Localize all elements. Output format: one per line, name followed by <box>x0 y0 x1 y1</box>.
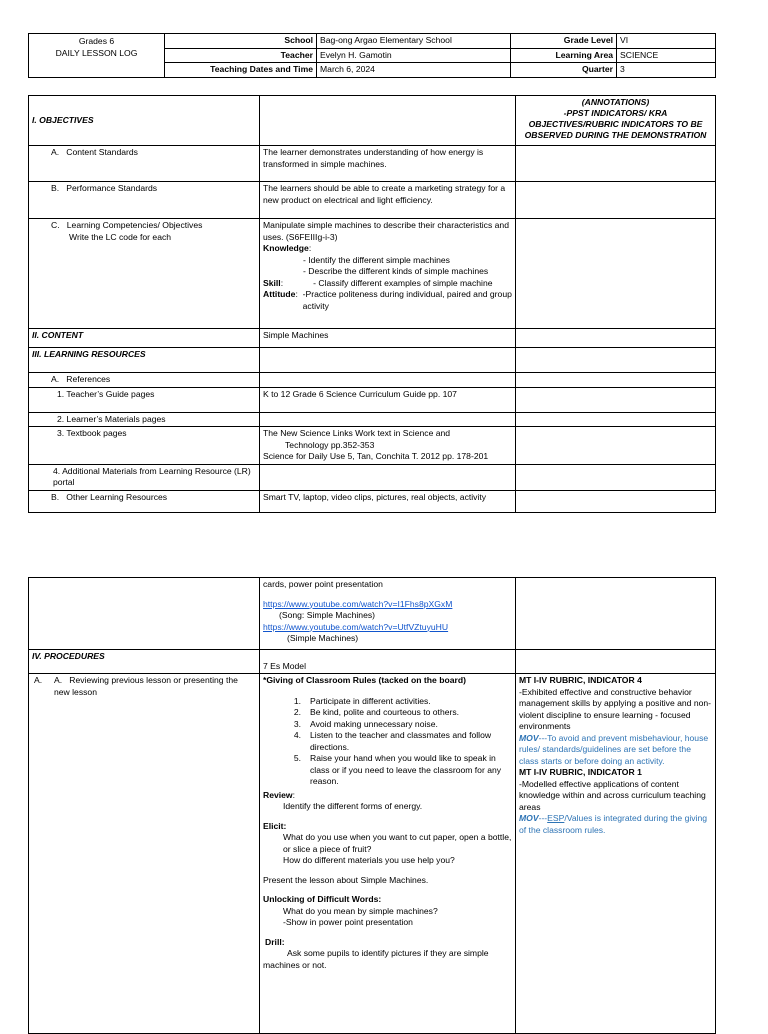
performance-standards-label: B. Performance Standards <box>29 182 260 219</box>
rule-text: Raise your hand when you would like to speak in class or if you need to leave the classroom for any reason. <box>310 753 502 786</box>
teacher-label: Teacher <box>165 48 317 63</box>
rule-number: 3. <box>293 718 301 729</box>
additional-materials-label: 4. Additional Materials from Learning Resource (LR) portal <box>29 464 260 490</box>
content-annotation <box>516 329 716 348</box>
rule-text: Be kind, polite and courteous to others. <box>310 707 460 717</box>
rule-text: Listen to the teacher and classmates and follow directions. <box>310 730 492 752</box>
textbook-line-3: Science for Daily Use 5, Tan, Conchita T. 2012 pp. 178-201 <box>263 451 489 461</box>
log-title: DAILY LESSON LOG <box>55 47 138 58</box>
textbook-value <box>260 427 516 465</box>
rule-text: Participate in different activities. <box>310 695 431 706</box>
es-model: 7 Es Model <box>260 650 516 674</box>
esp-text: ESP <box>547 813 565 823</box>
mov-text-1: ---To avoid and prevent misbehaviour, house rules/ standards/guidelines are set before the class starts or before doing an activity. <box>519 732 709 766</box>
competencies-label-cell <box>29 219 260 329</box>
quarter-value: 3 <box>617 63 716 78</box>
reviewing-annotation <box>516 674 716 1034</box>
classroom-rule-item <box>263 719 512 731</box>
competencies-line: Manipulate simple machines to describe their characteristics and uses. (S6FEIIIg-i-3) <box>263 220 509 242</box>
resources-annotation <box>516 348 716 373</box>
learning-area-value: SCIENCE <box>617 48 716 63</box>
indicator-4-title: MT I-IV RUBRIC, INDICATOR 4 <box>519 675 642 685</box>
references-annotation <box>516 373 716 388</box>
learners-materials-empty <box>260 412 516 427</box>
mov-label-1: MOV <box>519 732 539 743</box>
competencies-label-2: Write the LC code for each <box>69 231 172 242</box>
resources-empty <box>260 348 516 373</box>
competencies-value: Manipulate simple machines to describe their characteristics and uses. (S6FEIIIg-i-3) Knowledge: - Identify the different simple machines - Describe the different kinds of simple machines Skill: - Classify different examples of simple machine Attitude: -Practice politeness during individual, paired and group activity <box>260 219 516 329</box>
teacher-value: Evelyn H. Gamotin <box>317 48 511 63</box>
performance-standards-annotation <box>516 182 716 219</box>
objectives-heading: I. OBJECTIVES <box>29 96 260 146</box>
references-empty <box>260 373 516 388</box>
procedures-annotation <box>516 650 716 674</box>
continuation-resources <box>260 578 516 650</box>
objectives-table <box>28 95 716 513</box>
unlocking-show: -Show in power point presentation <box>283 917 413 927</box>
skill-label: Skill <box>263 277 281 288</box>
performance-standards-value: The learners should be able to create a marketing strategy for a new product on electrical and light efficiency. <box>260 182 516 219</box>
reviewing-label-cell: A. A. Reviewing previous lesson or presenting the new lesson <box>29 674 260 1034</box>
elicit-label: Elicit: <box>263 820 287 831</box>
drill-label: Drill: <box>265 936 285 947</box>
competencies-label: C. Learning Competencies/ Objectives <box>51 220 203 230</box>
resources-heading: III. LEARNING RESOURCES <box>29 348 260 373</box>
rule-text: Avoid making unnecessary noise. <box>310 718 438 729</box>
references-label: A. References <box>29 373 260 388</box>
textbook-line-1: The New Science Links Work text in Science and <box>263 428 451 438</box>
present-lesson: Present the lesson about Simple Machines. <box>263 874 429 885</box>
content-heading: II. CONTENT <box>29 329 260 348</box>
header-table <box>28 33 716 78</box>
annotations-header <box>516 96 716 146</box>
classroom-rule-item <box>263 753 512 788</box>
classroom-rules-list <box>263 696 512 788</box>
grade-level-label: Grade Level <box>511 34 617 49</box>
rule-number: 4. <box>293 730 301 740</box>
log-title-cell <box>29 34 165 78</box>
additional-materials-annotation <box>516 464 716 490</box>
dates-value: March 6, 2024 <box>317 63 511 78</box>
youtube-link-1[interactable]: https://www.youtube.com/watch?v=I1Fhs8pXGxM <box>263 598 453 609</box>
school-value: Bag-ong Argao Elementary School <box>317 34 511 49</box>
grade-level-value: VI <box>617 34 716 49</box>
teachers-guide-label: 1. Teacher’s Guide pages <box>29 387 260 412</box>
knowledge-label: Knowledge <box>263 243 309 253</box>
continuation-left <box>29 578 260 650</box>
rule-number: 5. <box>293 753 301 763</box>
learners-materials-label: 2. Learner’s Materials pages <box>29 412 260 427</box>
mov-text-2: /Values is integrated during the giving of the classroom rules. <box>519 813 708 835</box>
continuation-text: cards, power point presentation <box>263 579 383 589</box>
other-resources-label: B. Other Learning Resources <box>29 490 260 512</box>
drill-text: Ask some pupils to identify pictures if they are simple machines or not. <box>263 948 489 970</box>
learners-materials-annotation <box>516 412 716 427</box>
procedures-table <box>28 577 716 1034</box>
annotations-subtitle: -PPST INDICATORS/ KRA OBJECTIVES/RUBRIC INDICATORS TO BE OBSERVED DURING THE DEMONSTRATION <box>524 108 707 140</box>
skill-value: - Classify different examples of simple machine <box>313 277 493 288</box>
classroom-rule-item <box>263 707 512 719</box>
reviewing-label: A. Reviewing previous lesson or presenting the new lesson <box>54 675 238 697</box>
knowledge-item-2: - Describe the different kinds of simple machines <box>303 266 489 276</box>
review-text: Identify the different forms of energy. <box>283 801 423 811</box>
classroom-rule-item <box>263 730 512 753</box>
rule-number: 1. <box>293 695 301 706</box>
classroom-rule-item <box>263 696 512 708</box>
other-resources-annotation <box>516 490 716 512</box>
content-standards-value: The learner demonstrates understanding of how energy is transformed in simple machines. <box>260 146 516 182</box>
attitude-label: Attitude <box>263 289 296 299</box>
rules-title: *Giving of Classroom Rules (tacked on the board) <box>263 675 466 685</box>
grades-text: Grades 6 <box>78 36 115 46</box>
content-standards-label: A. Content Standards <box>29 146 260 182</box>
unlocking-question: What do you mean by simple machines? <box>283 905 438 916</box>
competencies-annotation <box>516 219 716 329</box>
mov-label-2: MOV <box>519 813 539 823</box>
dates-label: Teaching Dates and Time <box>165 63 317 78</box>
additional-materials-empty <box>260 464 516 490</box>
mov-dash-2: --- <box>538 813 548 823</box>
procedures-heading: IV. PROCEDURES <box>29 650 260 674</box>
quarter-label: Quarter <box>511 63 617 78</box>
textbook-annotation <box>516 427 716 465</box>
textbook-line-2: Technology pp.352-353 <box>285 439 375 450</box>
indicator-1-title: MT I-IV RUBRIC, INDICATOR 1 <box>519 767 642 777</box>
reviewing-content: *Giving of Classroom Rules (tacked on the board) 1. Participate in different activities. 2. Be kind, polite and courteous to others. 3. Avoid making unnecessary noise. 4. Listen to the teacher and classmates and follow directions. 5. Raise your hand when you would like to speak in class or if you need to leave the classroom for any reason. Review: Identify the different forms of energy. Elicit: What do you use when you want to cut paper, open a bottle, or slice a piece of fruit? How do different materials you use help you? Present the lesson about Simple Machines. Unlocking of Difficult Words: What do you mean by simple machines? -Show in power point presentation Drill: Ask some pupils to identify pictures if they are simple machines or not. <box>260 674 516 1034</box>
textbook-label: 3. Textbook pages <box>29 427 260 465</box>
learning-area-label: Learning Area <box>511 48 617 63</box>
teachers-guide-value: K to 12 Grade 6 Science Curriculum Guide pp. 107 <box>260 387 516 412</box>
continuation-annotation <box>516 578 716 650</box>
elicit-question-1: What do you use when you want to cut paper, open a bottle, or slice a piece of fruit? <box>283 832 512 854</box>
knowledge-item-1: - Identify the different simple machines <box>303 254 450 265</box>
attitude-value: -Practice politeness during individual, paired and group activity <box>302 289 512 311</box>
teachers-guide-annotation <box>516 387 716 412</box>
indicator-4-text: -Exhibited effective and constructive behavior management skills by applying a positive and non-violent discipline to ensure learning - focused environments <box>519 686 712 731</box>
review-label: Review <box>263 789 293 800</box>
annotations-title: (ANNOTATIONS) <box>581 97 650 107</box>
content-standards-annotation <box>516 146 716 182</box>
school-label: School <box>165 34 317 49</box>
link-1-note: (Song: Simple Machines) <box>279 610 376 620</box>
elicit-question-2: How do different materials you use help you? <box>283 855 455 865</box>
rule-number: 2. <box>293 707 301 717</box>
link-2-note: (Simple Machines) <box>287 633 359 643</box>
unlocking-label: Unlocking of Difficult Words <box>263 894 379 904</box>
youtube-link-2[interactable]: https://www.youtube.com/watch?v=UtfVZtuyuHU <box>263 621 449 632</box>
content-value: Simple Machines <box>260 329 516 348</box>
indicator-1-text: -Modelled effective applications of content knowledge within and across curriculum teaching areas <box>519 778 706 812</box>
other-resources-value: Smart TV, laptop, video clips, pictures, real objects, activity <box>260 490 516 512</box>
objectives-empty <box>260 96 516 146</box>
